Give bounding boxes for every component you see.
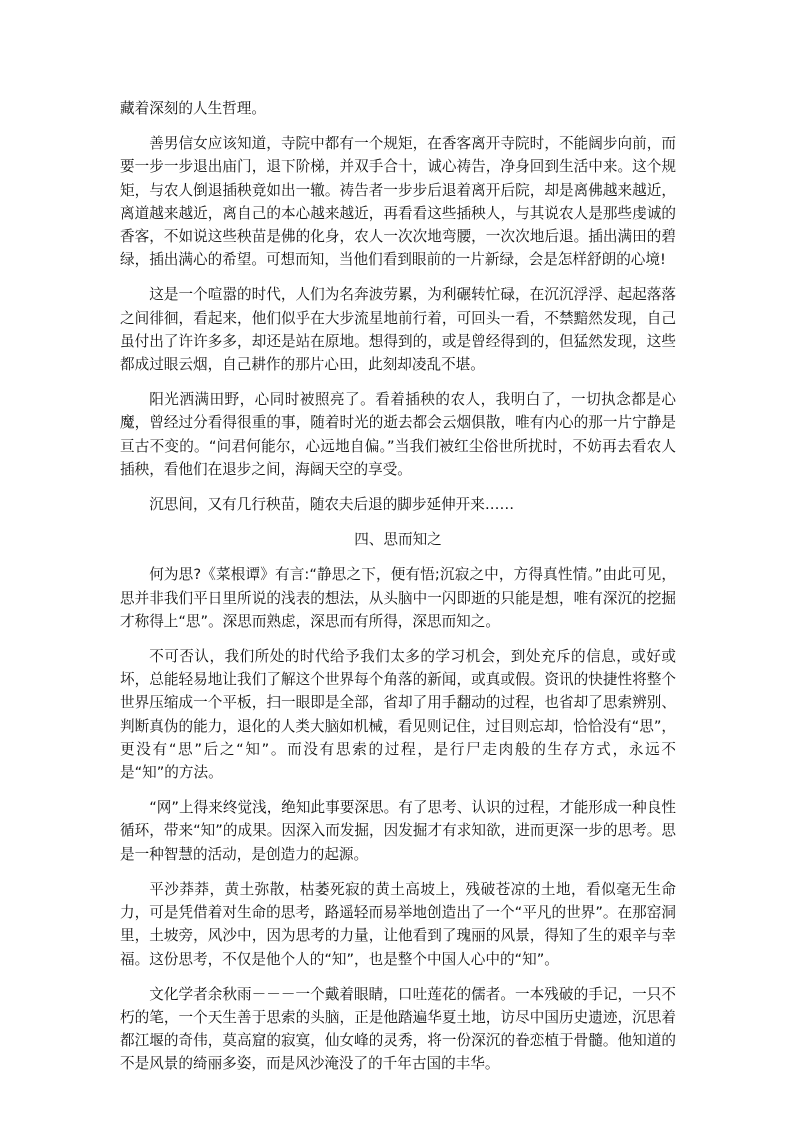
paragraph: 文化学者余秋雨－－－一个戴着眼睛，口吐莲花的儒者。一本残破的手记，一只不朽的笔，一个天生善于思索的头脑，正是他踏遍华夏土地，访尽中国历史遗迹，沉思着都江堰的奇伟，莫高窟的寂寞，仙女峰的灵秀，将一份深沉的眷恋植于骨髓。他知道的不是风景的绮丽多姿，而是风沙淹没了的千年古国的丰华。 bbox=[120, 985, 676, 1073]
paragraph-continuation: 藏着深刻的人生哲理。 bbox=[120, 100, 266, 117]
paragraph: 这是一个喧嚣的时代，人们为名奔波劳累，为利碾转忙碌，在沉沉浮浮、起起落落之间徘徊，看起来，他们似乎在大步流星地前行着，可回头一看，不禁黯然发现，自己虽付出了许许多多，却还是站在原地。想得到的，或是曾经得到的，但猛然发现，这些都成过眼云烟，自己耕作的那片心田，此刻却凌乱不堪。 bbox=[120, 286, 676, 374]
paragraph: 平沙莽莽，黄土弥散，枯萎死寂的黄土高坡上，残破苍凉的土地，看似毫无生命力，可是凭借着对生命的思考，路遥轻而易举地创造出了一个“平凡的世界”。在那窑洞里，土坡旁，风沙中，因为思考的力量，让他看到了瑰丽的风景，得知了生的艰辛与幸福。这份思考，不仅是他个人的“知”，也是整个中国人心中的“知”。 bbox=[120, 880, 676, 968]
paragraph: 阳光洒满田野，心同时被照亮了。看着插秧的农人，我明白了，一切执念都是心魔，曾经过分看得很重的事，随着时光的逝去都会云烟俱散，唯有内心的那一片宁静是亘古不变的。“问君何能尔，心远地自偏。”当我们被红尘俗世所扰时，不妨再去看农人插秧，看他们在退步之间，海阔天空的享受。 bbox=[120, 391, 676, 478]
paragraph: 何为思?《菜根谭》有言:“静思之下，便有悟;沉寂之中，方得真性情。”由此可见，思并非我们平日里所说的浅表的想法，从头脑中一闪即逝的只能是想，唯有深沉的挖掘才称得上“思”。深思而熟虑，深思而有所得，深思而知之。 bbox=[120, 566, 676, 630]
paragraph: 沉思间，又有几行秧苗，随农夫后退的脚步延伸开来…… bbox=[149, 496, 515, 514]
section-heading: 四、思而知之 bbox=[354, 531, 442, 549]
paragraph: 善男信女应该知道，寺院中都有一个规矩，在香客离开寺院时，不能阔步向前，而要一步一步退出庙门，退下阶梯，并双手合十，诚心祷告，净身回到生活中来。这个规矩，与农人倒退插秧竟如出一辙。祷告者一步步后退着离开后院，却是离佛越来越近，离道越来越近，离自己的本心越来越近，再看看这些插秧人，与其说农人是那些虔诚的香客，不如说这些秧苗是佛的化身，农人一次次地弯腰，一次次地后退。插出满田的碧绿，插出满心的希望。可想而知，当他们看到眼前的一片新绿，会是怎样舒朗的心境! bbox=[120, 135, 676, 269]
document-body bbox=[120, 97, 676, 1088]
paragraph: 不可否认，我们所处的时代给予我们太多的学习机会，到处充斥的信息，或好或坏，总能轻易地让我们了解这个世界每个角落的新闻，或真或假。资讯的快捷性将整个世界压缩成一个平板，扫一眼即是全部，省却了用手翻动的过程，也省却了思索辨别、判断真伪的能力，退化的人类大脑如机械，看见则记住，过目则忘却，恰恰没有“思”，更没有“思”后之“知”。而没有思索的过程，是行尸走肉般的生存方式，永远不是“知”的方法。 bbox=[120, 648, 676, 782]
paragraph: “网”上得来终觉浅，绝知此事要深思。有了思考、认识的过程，才能形成一种良性循环，带来“知”的成果。因深入而发掘，因发掘才有求知欲，进而更深一步的思考。思是一种智慧的活动，是创造力的起源。 bbox=[120, 799, 676, 863]
